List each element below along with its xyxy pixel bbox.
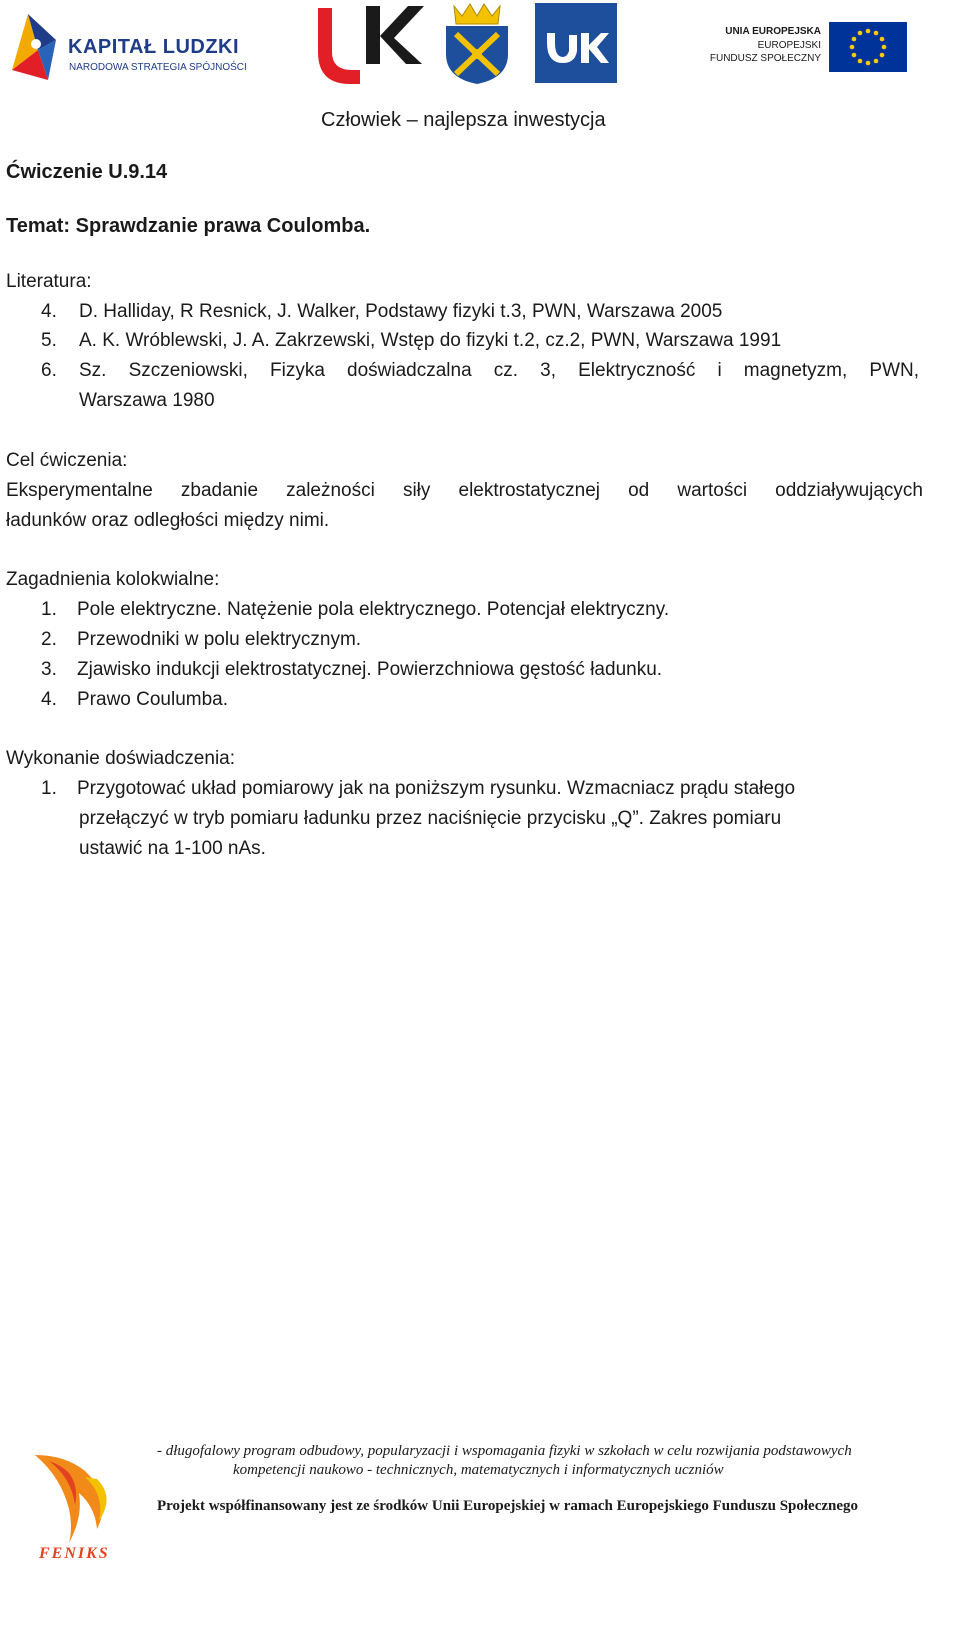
list-number: 1.	[41, 778, 57, 799]
procedure-item-line1: Przygotować układ pomiarowy jak na poniższym rysunku. Wzmacniacz prądu stałego	[77, 778, 796, 799]
kapital-ludzki-subtitle: NARODOWA STRATEGIA SPÓJNOŚCI	[69, 62, 247, 73]
list-number: 4.	[41, 689, 57, 710]
ue-line3: FUNDUSZ SPOŁECZNY	[709, 53, 821, 64]
literature-item-text-line1: Sz. Szczeniowski, Fizyka doświadczalna cz. 3, Elektryczność i magnetyzm, PWN,	[79, 360, 919, 381]
procedure-item-line3: ustawić na 1-100 nAs.	[79, 838, 266, 859]
literature-item-text: D. Halliday, R Resnick, J. Walker, Podstawy fizyki t.3, PWN, Warszawa 2005	[79, 301, 723, 322]
kapital-ludzki-title: KAPITAŁ LUDZKI	[68, 36, 240, 58]
literature-heading: Literatura:	[6, 271, 92, 292]
feniks-flame-icon	[25, 1447, 135, 1547]
logo-feniks	[25, 1447, 135, 1565]
logo-ujk-square	[535, 3, 617, 83]
logo-ujk	[310, 2, 428, 86]
logo-unia-europejska	[709, 22, 907, 74]
list-number: 5.	[41, 330, 57, 351]
exercise-code: Ćwiczenie U.9.14	[6, 161, 168, 183]
ue-line2: EUROPEJSKI	[757, 40, 821, 51]
feniks-logo-text: FENIKS	[39, 1545, 110, 1562]
list-number: 1.	[41, 599, 57, 620]
goal-text-line1: Eksperymentalne zbadanie zależności siły elektrostatycznej od wartości oddziaływujących	[6, 480, 923, 501]
topic-item-text: Pole elektryczne. Natężenie pola elektrycznego. Potencjał elektryczny.	[77, 599, 670, 620]
list-number: 2.	[41, 629, 57, 650]
logo-coat-of-arms	[440, 2, 514, 86]
footer-program-line1: - długofalowy program odbudowy, popularyzacji i wspomagania fizyki w szkołach w celu rozwijania podstawowych	[157, 1443, 852, 1459]
literature-item-text: A. K. Wróblewski, J. A. Zakrzewski, Wstęp do fizyki t.2, cz.2, PWN, Warszawa 1991	[79, 330, 782, 351]
list-number: 3.	[41, 659, 57, 680]
goal-heading: Cel ćwiczenia:	[6, 450, 128, 471]
list-number: 4.	[41, 301, 57, 322]
eu-flag-icon	[829, 22, 907, 72]
list-number: 6.	[41, 360, 57, 381]
topics-heading: Zagadnienia kolokwialne:	[6, 569, 220, 590]
footer-funding: Projekt współfinansowany jest ze środków Unii Europejskiej w ramach Europejskiego Funduszu Społecznego	[157, 1498, 859, 1514]
topic-item-text: Przewodniki w polu elektrycznym.	[77, 629, 362, 650]
literature-item-text-line2: Warszawa 1980	[79, 390, 215, 411]
topic-item-text: Zjawisko indukcji elektrostatycznej. Powierzchniowa gęstość ładunku.	[77, 659, 663, 680]
footer-program-line2: kompetencji naukowo - technicznych, matematycznych i informatycznych uczniów	[233, 1462, 724, 1478]
logo-kapital-ludzki	[8, 10, 247, 85]
ujk-logo-icon	[310, 2, 428, 86]
procedure-heading: Wykonanie doświadczenia:	[6, 748, 236, 769]
topic-item-text: Prawo Coulumba.	[77, 689, 229, 710]
kapital-ludzki-emblem-icon	[8, 10, 60, 82]
ujk-square-logo-icon	[535, 3, 617, 83]
goal-text-line2: ładunków oraz odległości między nimi.	[6, 510, 330, 531]
coat-of-arms-icon	[440, 2, 514, 86]
procedure-item-line2: przełączyć w tryb pomiaru ładunku przez naciśnięcie przycisku „Q”. Zakres pomiaru	[79, 808, 782, 829]
ue-line1: UNIA EUROPEJSKA	[725, 26, 821, 37]
tagline: Człowiek – najlepsza inwestycja	[321, 109, 606, 131]
exercise-topic: Temat: Sprawdzanie prawa Coulomba.	[6, 215, 371, 237]
